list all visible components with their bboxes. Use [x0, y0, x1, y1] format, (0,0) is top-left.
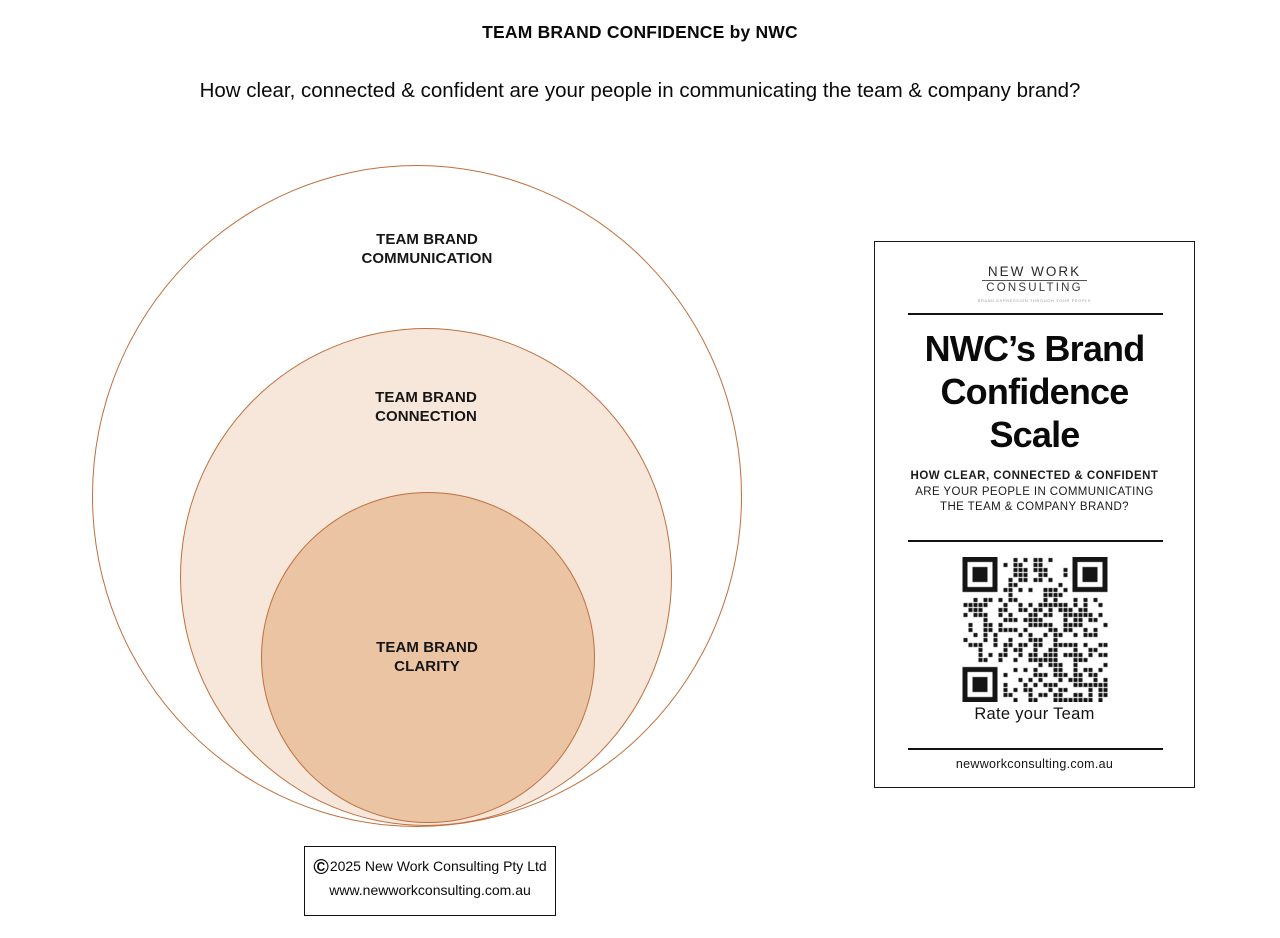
label-team-brand-communication — [287, 230, 567, 268]
label-team-brand-connection — [286, 388, 566, 426]
label-line: TEAM BRAND — [376, 231, 478, 248]
copyright-text: 2025 New Work Consulting Pty Ltd — [329, 858, 547, 874]
label-line: TEAM BRAND — [376, 639, 478, 656]
qr-code — [962, 557, 1107, 702]
question-line: ARE YOUR PEOPLE IN COMMUNICATING — [915, 485, 1154, 498]
card-title-line: Confidence — [940, 371, 1129, 412]
logo-new-work: NEW WORK — [982, 264, 1087, 281]
label-line: CLARITY — [394, 658, 460, 675]
label-line: COMMUNICATION — [361, 250, 493, 267]
copyright-line — [305, 856, 555, 880]
nwc-logo — [875, 263, 1194, 303]
divider — [908, 540, 1163, 542]
card-title-line: Scale — [989, 414, 1080, 455]
card-website: newworkconsulting.com.au — [955, 757, 1114, 771]
logo-consulting: CONSULTING — [986, 282, 1083, 294]
card-title-line: NWC’s Brand — [924, 328, 1145, 369]
label-team-brand-clarity — [287, 638, 567, 676]
question-line-bold: HOW CLEAR, CONNECTED & CONFIDENT — [910, 470, 1159, 482]
brand-confidence-card — [874, 241, 1195, 788]
footer-url: www.newworkconsulting.com.au — [329, 882, 531, 898]
label-line: CONNECTION — [375, 408, 477, 425]
card-question — [875, 469, 1194, 516]
qr-caption: Rate your Team — [974, 705, 1095, 723]
divider — [908, 313, 1163, 315]
label-line: TEAM BRAND — [375, 389, 477, 406]
card-content — [875, 242, 1194, 787]
copyright-box — [304, 846, 556, 916]
question-line: THE TEAM & COMPANY BRAND? — [940, 501, 1129, 513]
logo-tagline: BRAND EXPRESSION THROUGH YOUR PEOPLE — [977, 298, 1092, 303]
divider — [908, 748, 1163, 750]
page-subtitle: How clear, connected & confident are your people in communicating the team & company brand? — [199, 79, 1081, 102]
page-title: TEAM BRAND CONFIDENCE by NWC — [482, 22, 798, 42]
card-title — [875, 327, 1194, 456]
copyright-icon: © — [313, 856, 329, 879]
